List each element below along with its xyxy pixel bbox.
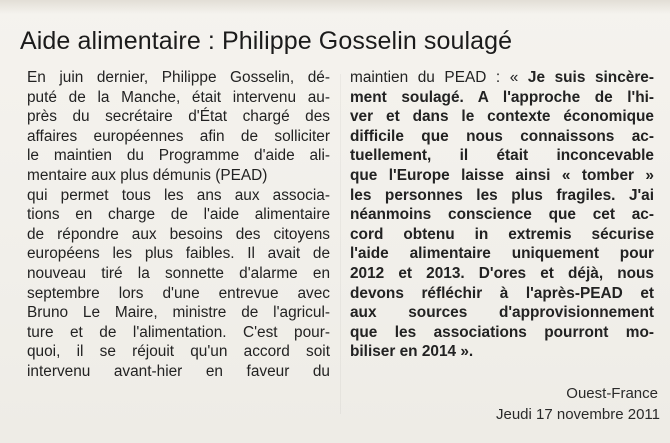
right-column-line: devons réfléchir à l'après-PEAD et <box>350 284 654 302</box>
right-column-line: aux sources d'approvisionnement <box>350 304 654 322</box>
right-column-line: 2012 et 2013. D'ores et déjà, nous <box>350 264 654 282</box>
left-column-line: puté de la Manche, était intervenu au- <box>27 88 330 106</box>
left-column-line: qui permet tous les ans aux associa- <box>27 186 330 204</box>
quote-lead-in: maintien du PEAD : « <box>350 69 519 86</box>
left-column-line: le maintien du Programme d'aide ali- <box>27 147 330 165</box>
left-column-line: intervenu avant-hier en faveur du <box>27 362 330 380</box>
right-column-line: ment soulagé. A l'approche de l'hi- <box>350 88 654 106</box>
left-column-line: affaires européennes afin de solliciter <box>27 127 330 145</box>
right-column-first-line <box>350 68 654 88</box>
right-column-line: ver et dans le contexte économique <box>350 108 654 126</box>
right-column-line: que les associations pourront mo- <box>350 323 654 341</box>
right-column-line: cord obtenu in extremis sécurise <box>350 225 654 243</box>
scan-edge-shadow <box>0 0 670 14</box>
left-column-line: de répondre aux besoins des citoyens <box>27 225 330 243</box>
left-column-line: ture et de l'alimentation. C'est pour- <box>27 323 330 341</box>
article-source: Ouest-France <box>566 385 658 402</box>
right-column-line: que l'Europe laisse ainsi « tomber » <box>350 166 654 184</box>
article-right-column <box>350 68 654 362</box>
quote-start: Je suis sincère- <box>527 69 654 86</box>
article-date: Jeudi 17 novembre 2011 <box>495 406 660 423</box>
left-column-line: quoi, il se réjouit qu'un accord soit <box>27 343 330 361</box>
right-column-line: les personnes les plus fragiles. J'ai <box>350 186 654 204</box>
article-headline: Aide alimentaire : Philippe Gosselin soulagé <box>20 27 513 55</box>
right-column-line: biliser en 2014 ». <box>350 343 474 361</box>
left-column-line: En juin dernier, Philippe Gosselin, dé- <box>27 69 330 86</box>
left-column-line: européens les plus faibles. Il avait de <box>27 245 330 263</box>
right-column-line: l'aide alimentaire uniquement pour <box>350 245 654 263</box>
left-column-line: mentaire aux plus démunis (PEAD) <box>27 166 268 184</box>
column-gutter <box>340 74 341 414</box>
left-column-line: Bruno Le Maire, ministre de l'agricul- <box>27 304 330 322</box>
left-column-line: près du secrétaire d'État chargé des <box>27 108 330 126</box>
left-column-line: septembre lors d'une entrevue avec <box>27 284 330 302</box>
right-column-line: tuellement, il était inconcevable <box>350 147 654 165</box>
right-column-line: néanmoins conscience que cet ac- <box>350 206 654 224</box>
right-column-line: difficile que nous connaissons ac- <box>350 127 654 145</box>
article-left-column <box>27 68 330 382</box>
left-column-line: nouveau tiré la sonnette d'alarme en <box>27 264 330 282</box>
left-column-line: tions en charge de l'aide alimentaire <box>27 206 330 224</box>
